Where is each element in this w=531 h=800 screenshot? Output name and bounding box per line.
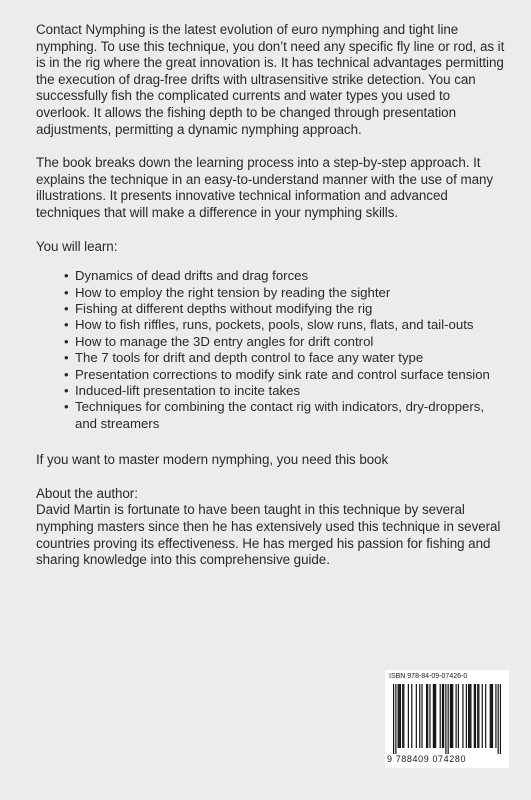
bullet-icon: • — [64, 300, 69, 316]
barcode-bar — [402, 684, 403, 748]
barcode-bar — [403, 684, 404, 748]
bullet-icon: • — [64, 284, 69, 300]
barcode-digits: 9 788409 074280 — [387, 754, 467, 764]
book-description-paragraph: The book breaks down the learning process into a step-by-step approach. It explains the technique in an easy-to-understand manner with the use of many illustrations. It presents innovative technical information and advanced techniques that will make a difference in your nymphing skills. — [36, 155, 494, 220]
barcode-bar — [451, 684, 452, 748]
barcode-bar — [426, 684, 427, 748]
list-item — [64, 383, 506, 399]
list-item-text: Techniques for combining the contact rig with indicators, dry-droppers, and streamers — [75, 399, 485, 431]
barcode-bar — [450, 684, 451, 748]
barcode-bar — [469, 684, 470, 748]
barcode-bar — [433, 684, 434, 748]
list-item — [64, 350, 506, 366]
list-item-text: Induced-lift presentation to incite takes — [75, 382, 301, 398]
barcode-bar — [398, 684, 399, 748]
barcode-bar — [421, 684, 422, 748]
barcode-bar — [400, 684, 401, 748]
barcode-bar — [490, 684, 491, 748]
barcode-bar — [478, 684, 479, 748]
master-sentence: If you want to master modern nymphing, you need this book — [36, 452, 389, 468]
about-paragraph: David Martin is fortunate to have been taught in this technique by several nymphing masters since then he has extensively used this technique in several countries proving its effectiveness. He has merged his passion for fishing and sharing knowledge into this comprehensive guide. — [36, 502, 501, 568]
list-item-text: How to manage the 3D entry angles for drift control — [75, 333, 374, 349]
barcode-bar — [395, 684, 396, 754]
bullet-icon: • — [64, 268, 69, 284]
barcode-bar — [448, 684, 449, 754]
barcode-bar — [429, 684, 430, 748]
list-item — [64, 399, 506, 432]
barcode-bar — [458, 684, 459, 748]
about-heading: About the author: — [36, 485, 138, 501]
barcode-icon — [393, 684, 501, 754]
barcode-bar — [474, 684, 475, 748]
barcode-bar — [477, 684, 478, 748]
barcode-bar — [434, 684, 435, 748]
learn-heading: You will learn: — [36, 238, 118, 254]
list-item — [64, 367, 506, 383]
list-item-text: Dynamics of dead drifts and drag forces — [75, 268, 309, 284]
list-item — [64, 285, 506, 301]
barcode-bar — [462, 684, 463, 748]
list-item-text: How to fish riffles, runs, pockets, pools, slow runs, flats, and tail-outs — [75, 317, 474, 333]
list-item — [64, 317, 506, 333]
barcode-bar — [419, 684, 420, 748]
barcode-bar — [393, 684, 394, 754]
bullet-icon: • — [64, 350, 69, 366]
bullet-icon: • — [64, 382, 69, 398]
bullet-icon: • — [64, 366, 69, 382]
learn-list — [36, 268, 506, 432]
barcode-bar — [466, 684, 467, 748]
barcode-bar — [456, 684, 457, 748]
barcode-bar — [435, 684, 436, 748]
bullet-icon: • — [64, 399, 69, 415]
barcode-bar — [500, 684, 501, 754]
barcode-panel — [385, 670, 509, 768]
barcode-bar — [485, 684, 486, 748]
list-item — [64, 334, 506, 350]
barcode-bar — [443, 684, 444, 748]
barcode-bar — [498, 684, 499, 754]
barcode-bar — [492, 684, 493, 748]
isbn-label: ISBN 978-84-09-07426-0 — [389, 673, 468, 680]
barcode-bar — [408, 684, 409, 748]
barcode-bar — [427, 684, 428, 748]
bullet-icon: • — [64, 317, 69, 333]
barcode-bar — [470, 684, 471, 748]
barcode-bar — [468, 684, 469, 748]
back-cover-text — [36, 22, 506, 569]
list-item-text: The 7 tools for drift and depth control to face any water type — [75, 350, 424, 366]
list-item-text: Presentation corrections to modify sink rate and control surface tension — [75, 366, 490, 382]
barcode-bar — [491, 684, 492, 748]
barcode-bar — [440, 684, 441, 748]
list-item-text: Fishing at different depths without modifying the rig — [75, 300, 373, 316]
barcode-bar — [411, 684, 412, 748]
list-item — [64, 268, 506, 284]
list-item — [64, 301, 506, 317]
barcode-bar — [399, 684, 400, 748]
bullet-icon: • — [64, 333, 69, 349]
barcode-bar — [482, 684, 483, 748]
list-item-text: How to employ the right tension by reading the sighter — [75, 284, 391, 300]
barcode-bar — [442, 684, 443, 748]
barcode-bar — [452, 684, 453, 748]
barcode-bar — [475, 684, 476, 748]
barcode-bar — [445, 684, 446, 754]
barcode-bar — [495, 684, 496, 748]
barcode-bar — [416, 684, 417, 748]
intro-paragraph: Contact Nymphing is the latest evolution of euro nymphing and tight line nymphing. To use this technique, you don’t need any specific fly line or rod, as it is in the rig where the great innovation is. It has technical advantages permitting the execution of drag-free drifts with ultrasensitive strike detection. You can successfully fish the complicated currents and water types you used to overlook. It allows the fishing depth to be changed through presentation adjustments, permitting a dynamic nymphing approach. — [36, 22, 505, 137]
